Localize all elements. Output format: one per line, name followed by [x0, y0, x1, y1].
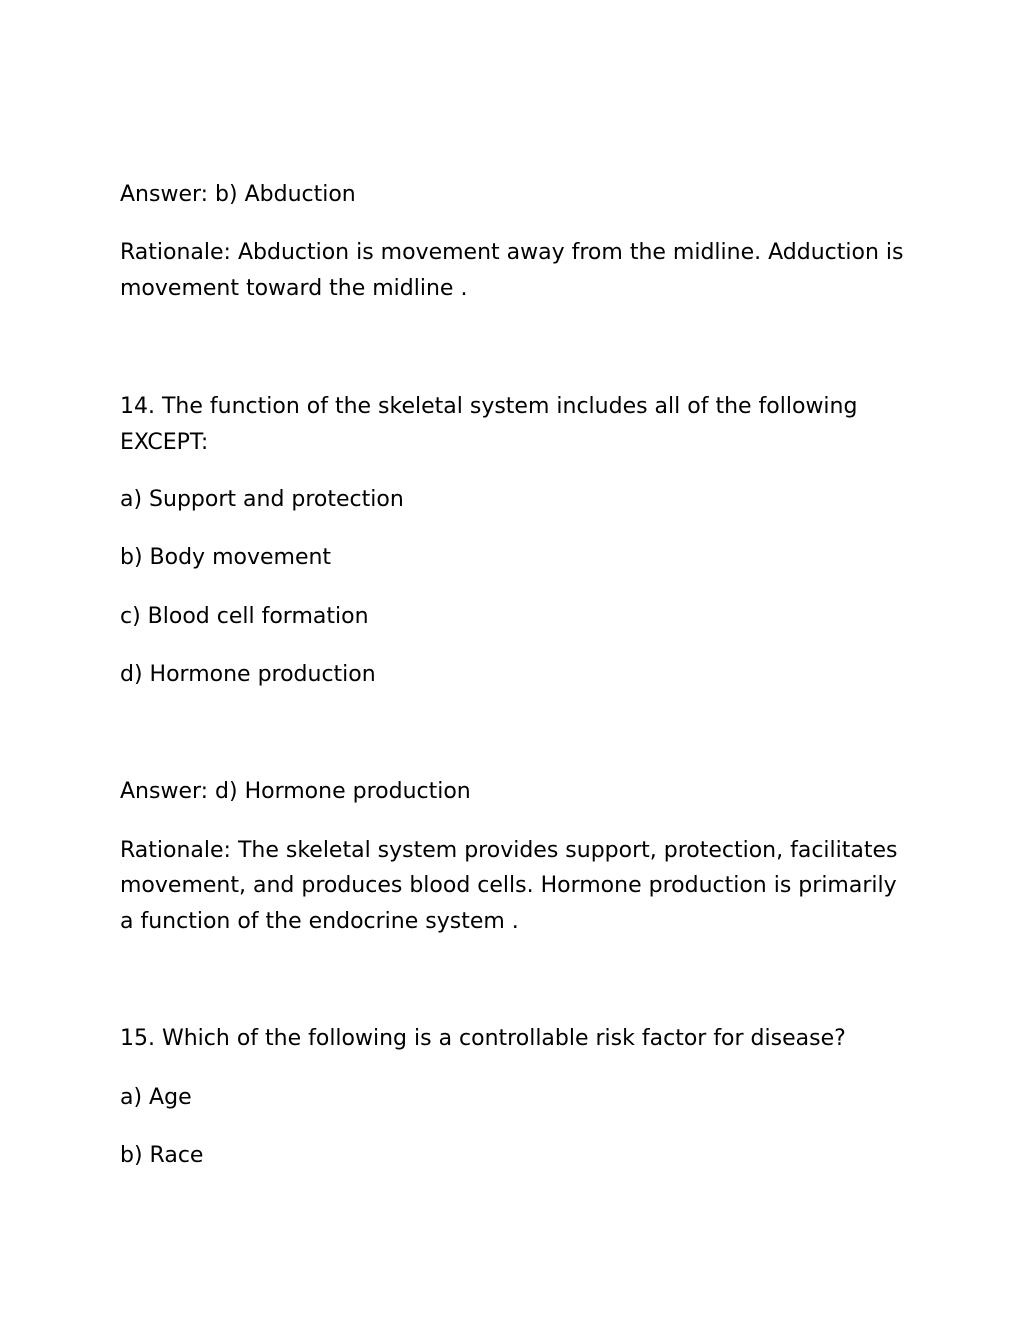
rationale-14-line-1: Rationale: The skeletal system provides support, protection, facilitates [120, 838, 898, 863]
question-15-option-b: b) Race [120, 1143, 204, 1168]
question-15-stem: 15. Which of the following is a controllable risk factor for disease? [120, 1026, 846, 1051]
document-page [120, 0, 910, 1320]
answer-14: Answer: d) Hormone production [120, 779, 471, 804]
rationale-14-line-2: movement, and produces blood cells. Hormone production is primarily [120, 873, 897, 898]
question-14-option-a: a) Support and protection [120, 487, 404, 512]
question-14-stem-line-2: EXCEPT: [120, 430, 209, 455]
question-14-option-d: d) Hormone production [120, 662, 376, 687]
question-14-option-c: c) Blood cell formation [120, 604, 369, 629]
question-15-option-a: a) Age [120, 1085, 192, 1110]
rationale-13-line-2: movement toward the midline . [120, 276, 468, 301]
question-14-option-b: b) Body movement [120, 545, 332, 570]
rationale-13-line-1: Rationale: Abduction is movement away from the midline. Adduction is [120, 240, 904, 265]
rationale-14-line-3: a function of the endocrine system . [120, 909, 519, 934]
answer-13: Answer: b) Abduction [120, 182, 356, 207]
question-14-stem-line-1: 14. The function of the skeletal system includes all of the following [120, 394, 858, 419]
